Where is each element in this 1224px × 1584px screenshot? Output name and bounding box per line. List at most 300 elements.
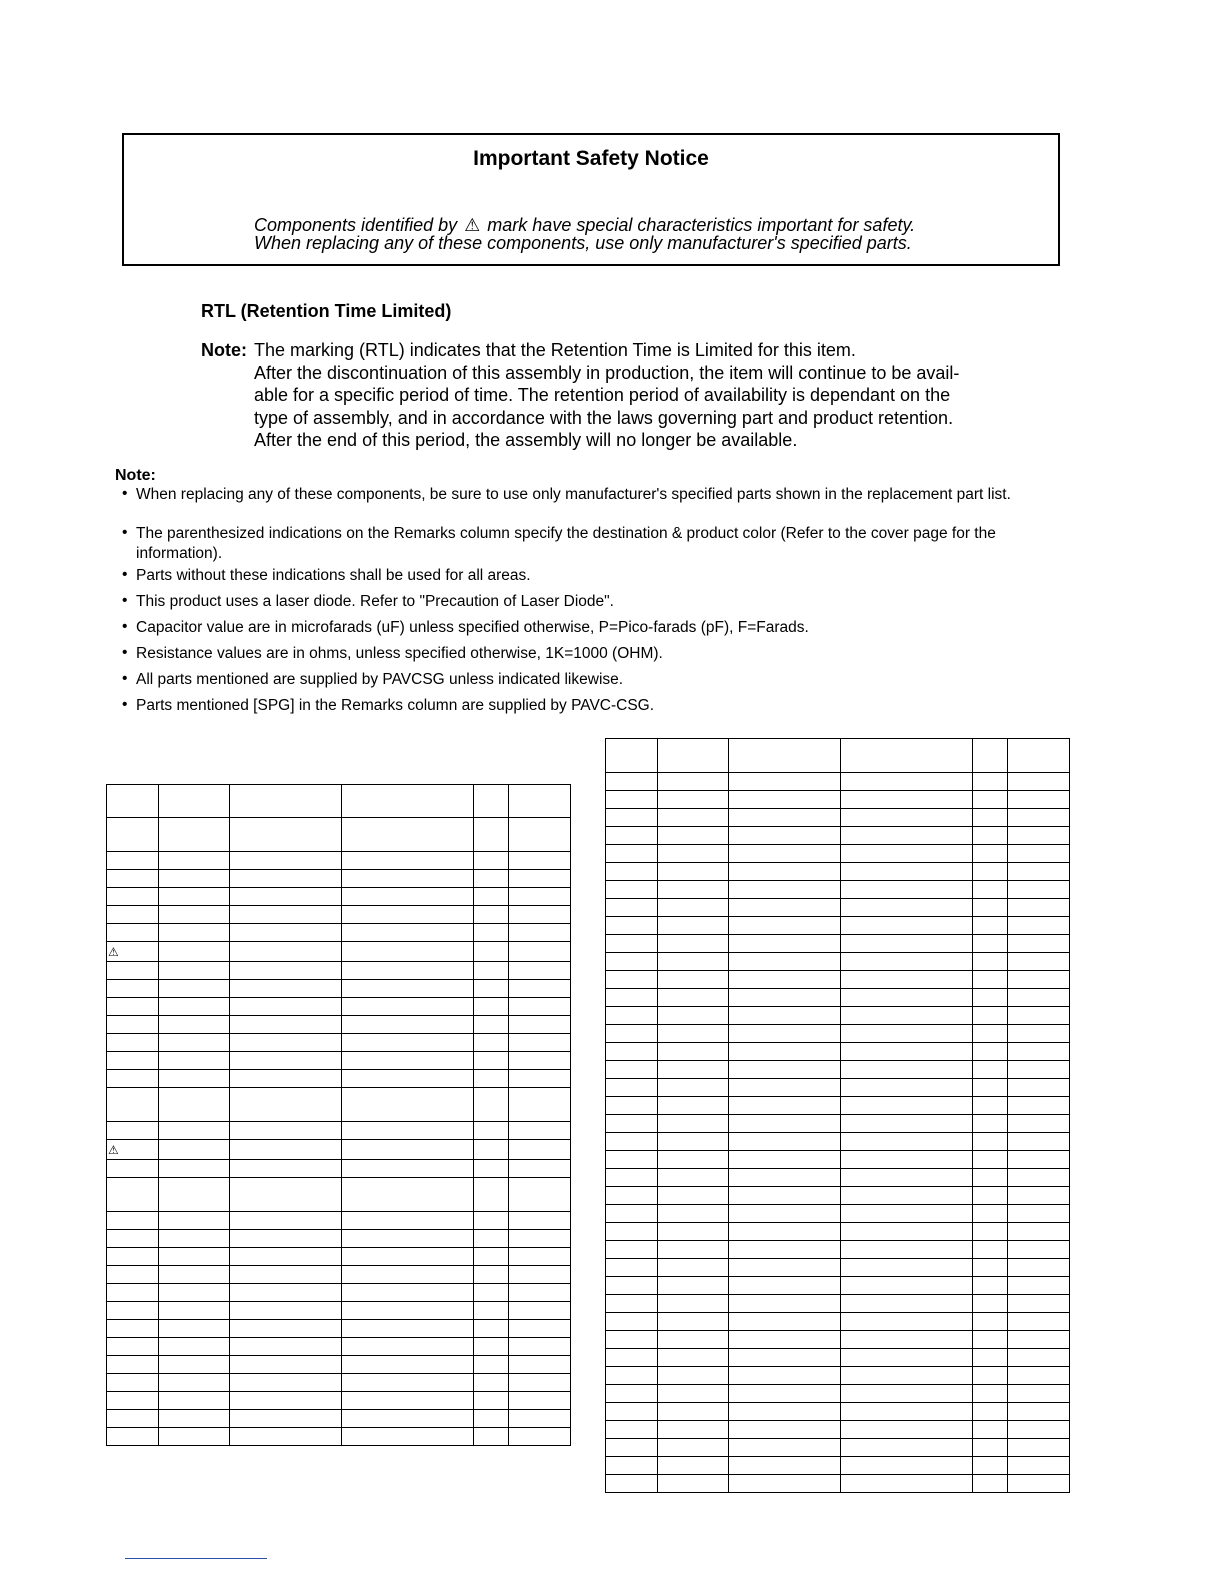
table-cell <box>606 791 658 809</box>
table-cell <box>342 1230 474 1248</box>
table-cell <box>606 1475 658 1493</box>
table-cell <box>107 998 159 1016</box>
table-row <box>107 1374 571 1392</box>
table-row <box>606 863 1070 881</box>
table-cell <box>606 1439 658 1457</box>
table-cell <box>1008 1241 1070 1259</box>
table-cell <box>841 1403 973 1421</box>
table-cell <box>973 1331 1008 1349</box>
safety-line1-before: Components identified by <box>254 215 458 235</box>
table-cell <box>973 1097 1008 1115</box>
table-cell <box>729 791 841 809</box>
table-cell <box>107 1160 159 1178</box>
table-cell <box>729 863 841 881</box>
table-cell <box>159 1178 230 1212</box>
table-cell <box>159 1088 230 1122</box>
table-cell <box>658 739 729 773</box>
table-cell <box>1008 773 1070 791</box>
table-cell <box>729 1367 841 1385</box>
table-cell <box>1008 1223 1070 1241</box>
table-cell <box>606 1025 658 1043</box>
table-row <box>606 1385 1070 1403</box>
table-cell <box>159 1052 230 1070</box>
table-cell <box>658 1367 729 1385</box>
table-cell <box>729 1043 841 1061</box>
table-cell <box>107 1392 159 1410</box>
table-row <box>606 917 1070 935</box>
table-row <box>606 1169 1070 1187</box>
table-cell <box>841 1169 973 1187</box>
table-row <box>606 1223 1070 1241</box>
table-row <box>606 1151 1070 1169</box>
table-cell <box>729 1187 841 1205</box>
table-cell <box>729 1259 841 1277</box>
table-cell <box>474 1034 509 1052</box>
table-cell <box>230 1428 342 1446</box>
table-cell <box>230 785 342 818</box>
table-cell <box>474 1410 509 1428</box>
table-row <box>606 1205 1070 1223</box>
table-cell <box>973 1259 1008 1277</box>
table-cell <box>342 1140 474 1160</box>
table-cell <box>606 809 658 827</box>
table-cell <box>342 924 474 942</box>
table-cell <box>509 1212 571 1230</box>
table-cell <box>159 870 230 888</box>
table-cell <box>1008 1331 1070 1349</box>
table-cell <box>973 953 1008 971</box>
table-cell <box>342 1160 474 1178</box>
table-cell <box>606 1403 658 1421</box>
table-cell <box>658 1133 729 1151</box>
table-cell <box>1008 791 1070 809</box>
table-cell <box>509 906 571 924</box>
table-cell <box>107 906 159 924</box>
table-cell <box>230 1266 342 1284</box>
table-cell <box>1008 827 1070 845</box>
table-cell <box>658 917 729 935</box>
table-row <box>606 791 1070 809</box>
table-row <box>107 1052 571 1070</box>
table-cell <box>1008 1169 1070 1187</box>
table-cell <box>230 818 342 852</box>
table-cell <box>1008 899 1070 917</box>
table-cell <box>342 1178 474 1212</box>
table-row <box>107 962 571 980</box>
table-row <box>107 852 571 870</box>
table-cell <box>841 1007 973 1025</box>
table-cell <box>1008 1259 1070 1277</box>
table-row <box>606 1007 1070 1025</box>
table-cell <box>606 1151 658 1169</box>
table-cell <box>230 1356 342 1374</box>
table-cell <box>841 1277 973 1295</box>
list-item-text: Parts without these indications shall be used for all areas. <box>136 567 531 584</box>
table-cell <box>509 1230 571 1248</box>
table-cell <box>474 1088 509 1122</box>
table-row <box>606 1403 1070 1421</box>
table-cell <box>509 1034 571 1052</box>
table-cell <box>474 1178 509 1212</box>
table-cell <box>658 1007 729 1025</box>
table-cell <box>973 1025 1008 1043</box>
safety-line1-after: mark have special characteristics important for safety. <box>487 215 916 235</box>
table-cell <box>973 1079 1008 1097</box>
table-cell <box>973 1133 1008 1151</box>
table-cell <box>107 1016 159 1034</box>
table-cell <box>159 852 230 870</box>
table-cell <box>230 962 342 980</box>
table-row <box>107 1034 571 1052</box>
table-cell <box>159 1122 230 1140</box>
table-cell <box>1008 1133 1070 1151</box>
table-cell <box>841 1385 973 1403</box>
table-cell <box>658 989 729 1007</box>
table-cell <box>1008 1007 1070 1025</box>
table-cell <box>841 1331 973 1349</box>
warning-triangle-icon: ⚠ <box>464 215 481 235</box>
table-cell <box>606 1277 658 1295</box>
table-cell <box>230 924 342 942</box>
table-cell <box>107 1088 159 1122</box>
table-cell <box>474 1160 509 1178</box>
table-cell <box>841 1061 973 1079</box>
table-row <box>606 1439 1070 1457</box>
table-cell <box>474 962 509 980</box>
list-item-text: Capacitor value are in microfarads (uF) unless specified otherwise, P=Pico-farads (pF), F=Farads. <box>136 619 809 636</box>
table-cell <box>159 1230 230 1248</box>
table-row <box>606 809 1070 827</box>
table-cell <box>1008 1277 1070 1295</box>
table-cell <box>230 1392 342 1410</box>
table-cell <box>474 1320 509 1338</box>
table-cell <box>107 1178 159 1212</box>
table-cell <box>474 1356 509 1374</box>
table-cell <box>159 1302 230 1320</box>
table-cell <box>841 845 973 863</box>
table-cell <box>1008 1061 1070 1079</box>
rtl-note-line: type of assembly, and in accordance with the laws governing part and product retention. <box>254 407 954 428</box>
table-cell <box>342 852 474 870</box>
table-cell <box>159 1374 230 1392</box>
table-cell <box>729 1133 841 1151</box>
table-row <box>606 1457 1070 1475</box>
table-cell <box>1008 1115 1070 1133</box>
table-cell <box>729 1061 841 1079</box>
table-cell <box>841 1205 973 1223</box>
table-row <box>606 773 1070 791</box>
table-cell <box>658 1421 729 1439</box>
table-cell <box>841 739 973 773</box>
table-cell <box>973 1385 1008 1403</box>
table-cell <box>658 827 729 845</box>
table-cell <box>606 1385 658 1403</box>
table-cell <box>841 1259 973 1277</box>
table-cell <box>509 980 571 998</box>
warning-triangle-icon: ⚠ <box>108 1142 119 1157</box>
table-cell <box>1008 1367 1070 1385</box>
table-cell <box>107 785 159 818</box>
table-cell <box>973 791 1008 809</box>
table-cell <box>474 1284 509 1302</box>
table-cell <box>606 1349 658 1367</box>
table-row <box>107 1070 571 1088</box>
list-item-text: Resistance values are in ohms, unless specified otherwise, 1K=1000 (OHM). <box>136 645 663 662</box>
table-cell <box>509 888 571 906</box>
table-cell <box>159 1410 230 1428</box>
table-cell <box>1008 935 1070 953</box>
table-cell <box>1008 1097 1070 1115</box>
table-row <box>606 1277 1070 1295</box>
table-cell <box>509 852 571 870</box>
table-cell <box>729 917 841 935</box>
table-cell <box>1008 1385 1070 1403</box>
table-row <box>606 1367 1070 1385</box>
table-cell <box>658 1403 729 1421</box>
list-item-text: All parts mentioned are supplied by PAVCSG unless indicated likewise. <box>136 671 624 688</box>
table-cell <box>230 1070 342 1088</box>
table-cell <box>658 1349 729 1367</box>
table-cell <box>107 924 159 942</box>
table-cell <box>1008 1475 1070 1493</box>
table-row <box>606 1313 1070 1331</box>
table-cell <box>107 1230 159 1248</box>
table-cell <box>230 1248 342 1266</box>
table-cell <box>230 1374 342 1392</box>
table-row <box>107 1338 571 1356</box>
table-cell <box>1008 863 1070 881</box>
table-cell <box>474 818 509 852</box>
table-cell <box>509 1356 571 1374</box>
table-cell <box>342 1428 474 1446</box>
table-cell <box>841 1241 973 1259</box>
table-row <box>606 1475 1070 1493</box>
table-cell <box>658 971 729 989</box>
table-cell <box>729 773 841 791</box>
table-cell <box>107 942 159 962</box>
list-item-text: Parts mentioned [SPG] in the Remarks column are supplied by PAVC-CSG. <box>136 697 655 714</box>
table-cell <box>729 1439 841 1457</box>
table-cell <box>474 888 509 906</box>
table-cell <box>658 1115 729 1133</box>
table-row <box>606 1241 1070 1259</box>
table-cell <box>509 1088 571 1122</box>
table-cell <box>606 1097 658 1115</box>
table-cell <box>658 1043 729 1061</box>
table-cell <box>474 1052 509 1070</box>
table-row <box>107 1392 571 1410</box>
table-cell <box>729 1331 841 1349</box>
table-cell <box>342 1410 474 1428</box>
table-cell <box>606 1313 658 1331</box>
bullet-icon: • <box>122 592 128 609</box>
table-cell <box>342 1284 474 1302</box>
table-cell <box>509 942 571 962</box>
table-cell <box>973 827 1008 845</box>
table-cell <box>342 1016 474 1034</box>
table-cell <box>509 1178 571 1212</box>
table-cell <box>729 1313 841 1331</box>
safety-notice-title: Important Safety Notice <box>473 147 709 170</box>
table-cell <box>973 863 1008 881</box>
table-cell <box>841 1223 973 1241</box>
table-cell <box>973 1367 1008 1385</box>
table-cell <box>973 971 1008 989</box>
table-cell <box>606 917 658 935</box>
table-row <box>606 1331 1070 1349</box>
table-cell <box>841 1367 973 1385</box>
table-cell <box>509 1266 571 1284</box>
table-cell <box>230 1140 342 1160</box>
table-cell <box>509 1320 571 1338</box>
table-cell <box>1008 953 1070 971</box>
table-cell <box>107 1034 159 1052</box>
table-cell <box>658 809 729 827</box>
table-cell <box>606 1133 658 1151</box>
table-cell <box>1008 809 1070 827</box>
bullet-icon: • <box>122 566 128 583</box>
table-cell <box>973 1223 1008 1241</box>
table-row <box>606 1349 1070 1367</box>
table-cell <box>230 980 342 998</box>
table-cell <box>606 1061 658 1079</box>
rtl-note-line: After the discontinuation of this assembly in production, the item will continue to be avail- <box>254 362 960 383</box>
table-cell <box>474 1122 509 1140</box>
table-cell <box>841 1079 973 1097</box>
table-cell <box>841 1025 973 1043</box>
table-row <box>107 1428 571 1446</box>
table-cell <box>509 998 571 1016</box>
table-row <box>606 881 1070 899</box>
table-cell <box>159 1212 230 1230</box>
table-row <box>606 1259 1070 1277</box>
table-row <box>107 942 571 962</box>
table-cell <box>159 1070 230 1088</box>
table-cell <box>973 1475 1008 1493</box>
table-cell <box>107 1248 159 1266</box>
table-cell <box>729 827 841 845</box>
table-cell <box>729 989 841 1007</box>
table-row <box>606 1061 1070 1079</box>
table-cell <box>841 1115 973 1133</box>
table-cell <box>342 1302 474 1320</box>
table-cell <box>729 1223 841 1241</box>
table-cell <box>107 1410 159 1428</box>
table-cell <box>658 1313 729 1331</box>
table-cell <box>973 1115 1008 1133</box>
table-cell <box>159 785 230 818</box>
table-cell <box>973 845 1008 863</box>
table-cell <box>729 899 841 917</box>
table-cell <box>509 1070 571 1088</box>
table-cell <box>841 1295 973 1313</box>
table-cell <box>509 870 571 888</box>
table-cell <box>973 1007 1008 1025</box>
table-cell <box>474 870 509 888</box>
table-cell <box>474 980 509 998</box>
bullet-icon: • <box>122 696 128 713</box>
table-cell <box>658 1025 729 1043</box>
table-cell <box>230 852 342 870</box>
table-row <box>107 1302 571 1320</box>
table-cell <box>230 942 342 962</box>
list-item-text: When replacing any of these components, be sure to use only manufacturer's specified parts shown in the replacement part list. <box>136 486 1011 503</box>
table-cell <box>342 1320 474 1338</box>
table-cell <box>159 1034 230 1052</box>
table-cell <box>159 818 230 852</box>
table-cell <box>729 1277 841 1295</box>
table-cell <box>159 1248 230 1266</box>
table-cell <box>606 773 658 791</box>
table-cell <box>606 1205 658 1223</box>
table-cell <box>342 1374 474 1392</box>
table-cell <box>1008 989 1070 1007</box>
table-row <box>107 1212 571 1230</box>
table-cell <box>606 1259 658 1277</box>
table-row <box>107 1122 571 1140</box>
table-cell <box>342 870 474 888</box>
table-cell <box>658 1061 729 1079</box>
table-cell <box>1008 1403 1070 1421</box>
table-cell <box>342 1356 474 1374</box>
table-cell <box>729 1457 841 1475</box>
table-cell <box>1008 1421 1070 1439</box>
table-row <box>606 1043 1070 1061</box>
table-cell <box>841 1187 973 1205</box>
bullet-icon: • <box>122 618 128 635</box>
table-cell <box>107 1374 159 1392</box>
table-row <box>606 971 1070 989</box>
table-row <box>107 980 571 998</box>
table-cell <box>342 998 474 1016</box>
table-cell <box>107 818 159 852</box>
table-cell <box>159 1320 230 1338</box>
table-row <box>107 924 571 942</box>
table-cell <box>658 791 729 809</box>
table-cell <box>1008 1313 1070 1331</box>
table-cell <box>509 1016 571 1034</box>
table-cell <box>509 818 571 852</box>
table-cell <box>230 1122 342 1140</box>
table-cell <box>230 1088 342 1122</box>
bullet-icon: • <box>122 524 128 541</box>
table-cell <box>107 1428 159 1446</box>
table-cell <box>107 1140 159 1160</box>
right-parts-table <box>605 738 1070 1493</box>
table-row <box>107 998 571 1016</box>
table-cell <box>1008 739 1070 773</box>
table-cell <box>1008 1457 1070 1475</box>
table-row <box>606 935 1070 953</box>
table-row <box>606 1133 1070 1151</box>
rtl-heading: RTL (Retention Time Limited) <box>201 301 452 321</box>
table-cell <box>1008 881 1070 899</box>
table-cell <box>606 971 658 989</box>
table-row <box>107 1248 571 1266</box>
table-cell <box>107 1266 159 1284</box>
table-row <box>606 1025 1070 1043</box>
table-cell <box>342 1052 474 1070</box>
table-cell <box>342 1338 474 1356</box>
table-row <box>606 739 1070 773</box>
table-cell <box>606 1007 658 1025</box>
table-cell <box>474 1374 509 1392</box>
table-cell <box>973 899 1008 917</box>
table-row <box>606 953 1070 971</box>
table-row <box>107 1284 571 1302</box>
rtl-note-line: The marking (RTL) indicates that the Retention Time is Limited for this item. <box>254 340 856 360</box>
table-cell <box>973 739 1008 773</box>
